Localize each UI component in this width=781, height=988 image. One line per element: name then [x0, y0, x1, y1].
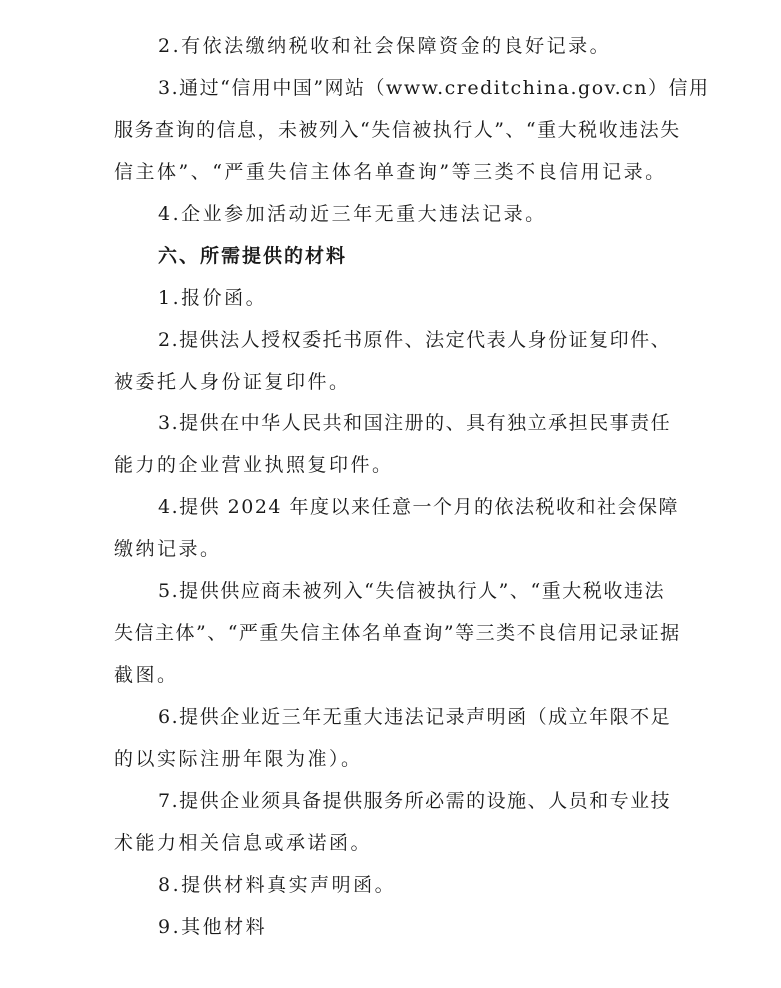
material-7-line-1: 7.提供企业须具备提供服务所必需的设施、人员和专业技 [158, 790, 672, 812]
requirement-4-line: 4.企业参加活动近三年无重大违法记录。 [158, 203, 547, 225]
material-8-line: 8.提供材料真实声明函。 [158, 874, 397, 896]
material-6-line-2: 的以实际注册年限为准）。 [114, 748, 363, 770]
requirement-3-line-1: 3.通过“信用中国”网站（www.creditchina.gov.cn）信用 [158, 77, 710, 99]
material-9-line: 9.其他材料 [158, 916, 268, 938]
material-4-line-1: 4.提供 2024 年度以来任意一个月的依法税收和社会保障 [158, 496, 680, 518]
material-3-line-2: 能力的企业营业执照复印件。 [114, 454, 394, 476]
material-4-line-2: 缴纳记录。 [114, 538, 222, 560]
material-2-line-1: 2.提供法人授权委托书原件、法定代表人身份证复印件、 [158, 329, 672, 351]
material-5-line-2: 失信主体”、“严重失信主体名单查询”等三类不良信用记录证据 [114, 622, 681, 644]
requirement-3-line-3: 信主体”、“严重失信主体名单查询”等三类不良信用记录。 [114, 161, 667, 183]
material-3-line-1: 3.提供在中华人民共和国注册的、具有独立承担民事责任 [158, 412, 672, 434]
material-6-line-1: 6.提供企业近三年无重大违法记录声明函（成立年限不足 [158, 706, 672, 728]
material-2-line-2: 被委托人身份证复印件。 [114, 371, 351, 393]
material-5-line-3: 截图。 [114, 664, 179, 686]
section-heading-materials: 六、所需提供的材料 [158, 245, 348, 267]
material-1-line: 1.报价函。 [158, 287, 268, 309]
material-7-line-2: 术能力相关信息或承诺函。 [114, 832, 373, 854]
requirement-2-line: 2.有依法缴纳税收和社会保障资金的良好记录。 [158, 35, 612, 57]
material-5-line-1: 5.提供供应商未被列入“失信被执行人”、“重大税收违法 [158, 580, 665, 602]
requirement-3-line-2: 服务查询的信息，未被列入“失信被执行人”、“重大税收违法失 [114, 119, 681, 141]
